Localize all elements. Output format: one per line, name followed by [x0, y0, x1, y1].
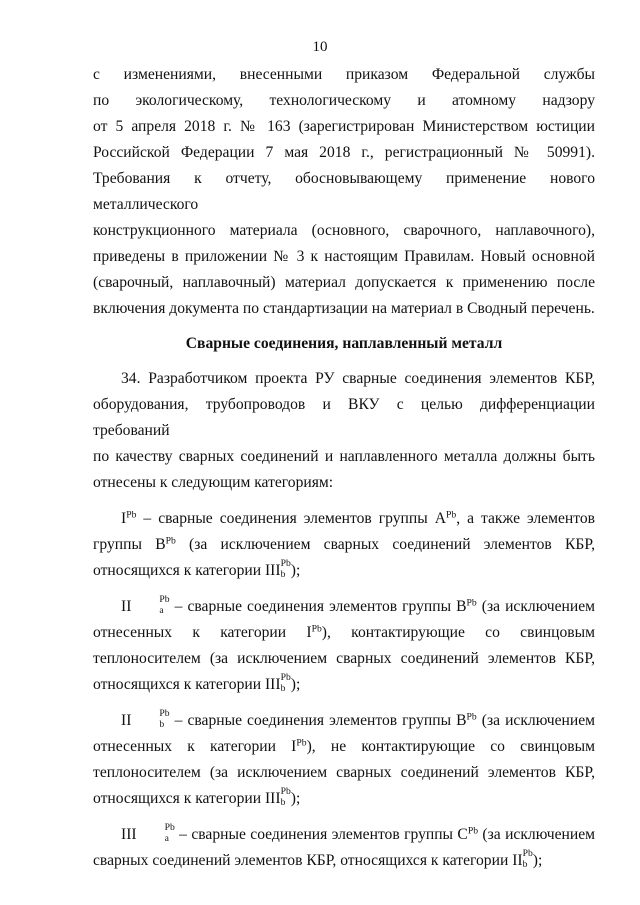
text-line: от 5 апреля 2018 г. № 163 (зарегистрирован Министерством юстиции — [93, 118, 595, 135]
text-line: с изменениями, внесенными приказом Федеральной службы — [93, 66, 595, 83]
category-iia-item — [93, 594, 595, 698]
text-line: по качеству сварных соединений и наплавленного металла должны быть — [93, 448, 595, 465]
text-line: отнесены к следующим категориям: — [93, 474, 334, 491]
text-line: отнесенных к категории $I^{Pb}$), контактирующие со свинцовым — [93, 623, 595, 641]
category-i-item — [93, 506, 595, 584]
category-iib-item — [93, 708, 595, 812]
text-line: отнесенных к категории $I^{Pb}$), не контактирующие со свинцовым — [93, 737, 595, 755]
text-line: приведены в приложении № 3 к настоящим Правилам. Новый основной — [93, 248, 595, 265]
intro-paragraph — [93, 62, 595, 322]
section-heading: Сварные соединения, наплавленный металл — [185, 335, 503, 352]
text-line: Российской Федерации 7 мая 2018 г., регистрационный № 50991). — [93, 144, 595, 161]
text-line: Требования к отчету, обосновывающему применение нового металлического — [93, 170, 595, 213]
text-line: III Pb a – сварные соединения элементов группы $C^{Pb}$ (за исключением — [121, 822, 595, 844]
page-number: 10 — [312, 39, 328, 55]
text-line: (сварочный, наплавочный) материал допускается к применению после — [93, 274, 595, 291]
text-line: относящихся к категории III Pb b ); — [93, 672, 301, 694]
paragraph-34 — [93, 366, 595, 496]
text-line: по экологическому, технологическому и атомному надзору — [93, 92, 595, 109]
text-line: группы $B^{Pb}$ (за исключением сварных соединений элементов КБР, — [93, 535, 595, 553]
text-line: теплоносителем (за исключением сварных соединений элементов КБР, — [93, 650, 595, 667]
document-body — [93, 62, 595, 874]
text-line: 34. Разработчиком проекта РУ сварные соединения элементов КБР, — [121, 370, 595, 387]
text-line: конструкционного материала (основного, сварочного, наплавочного), — [93, 222, 595, 239]
text-line: оборудования, трубопроводов и ВКУ с целью дифференциации требований — [93, 396, 595, 439]
text-line: II Pb b – сварные соединения элементов группы $B^{Pb}$ (за исключением — [121, 708, 595, 730]
text-line: сварных соединений элементов КБР, относящихся к категории II Pb b ); — [93, 848, 543, 870]
text-line: включения документа по стандартизации на материал в Сводный перечень. — [93, 300, 595, 317]
text-line: теплоносителем (за исключением сварных соединений элементов КБР, — [93, 764, 595, 781]
text-line: $I^{Pb}$ – сварные соединения элементов группы $A^{Pb}$, а также элементов — [121, 509, 595, 527]
text-line: относящихся к категории III Pb b ); — [93, 786, 301, 808]
text-line: относящихся к категории III Pb b ); — [93, 558, 301, 580]
category-iiia-item — [93, 822, 595, 874]
text-line: II Pb a – сварные соединения элементов группы $B^{Pb}$ (за исключением — [121, 594, 595, 616]
